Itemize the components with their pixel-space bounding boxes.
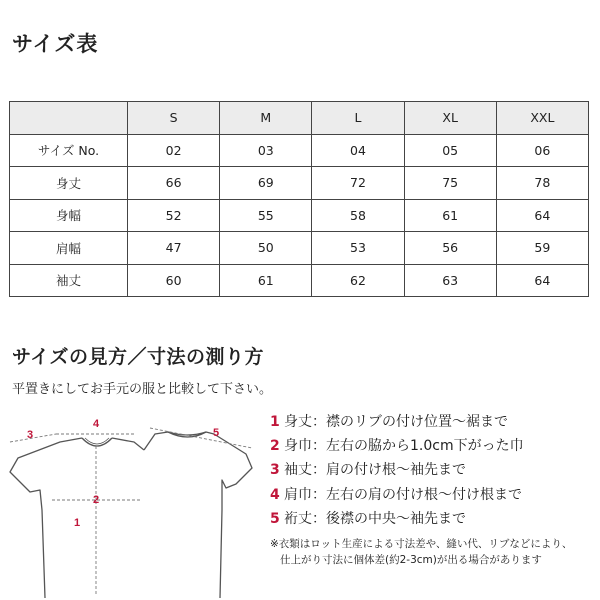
table-cell: 04 bbox=[312, 134, 404, 167]
legend-item bbox=[270, 458, 524, 482]
table-cell: 59 bbox=[496, 232, 588, 265]
table-cell: 61 bbox=[404, 199, 496, 232]
measure-label-2: 2 bbox=[92, 494, 100, 506]
legend-text: 身丈：襟のリブの付け位置〜裾まで bbox=[284, 414, 508, 430]
legend-item bbox=[270, 483, 524, 507]
measure-label-4: 4 bbox=[92, 418, 100, 430]
legend-text: 裄丈：後襟の中央〜袖先まで bbox=[284, 510, 466, 527]
table-cell: 64 bbox=[496, 264, 588, 297]
table-cell: 78 bbox=[496, 167, 588, 200]
legend-number: 3 bbox=[270, 462, 280, 479]
table-header-row bbox=[10, 102, 589, 135]
row-header: 袖丈 bbox=[10, 264, 128, 297]
table-cell: 50 bbox=[220, 232, 312, 265]
table-cell: 05 bbox=[404, 134, 496, 167]
legend-text: 肩巾：左右の肩の付け根〜付け根まで bbox=[284, 486, 522, 503]
table-row bbox=[10, 232, 589, 265]
legend-number: 1 bbox=[270, 414, 280, 430]
table-cell: 47 bbox=[128, 232, 220, 265]
row-header: 身幅 bbox=[10, 199, 128, 232]
table-cell: 52 bbox=[128, 199, 220, 232]
table-row bbox=[10, 199, 589, 232]
legend-item bbox=[270, 507, 524, 531]
measure-label-3: 3 bbox=[26, 429, 34, 441]
table-cell: 62 bbox=[312, 264, 404, 297]
column-header: XL bbox=[404, 102, 496, 135]
table-cell: 63 bbox=[404, 264, 496, 297]
legend-text: 身巾：左右の脇から1.0cm下がった巾 bbox=[284, 438, 524, 455]
legend-number: 5 bbox=[270, 510, 280, 527]
table-cell: 75 bbox=[404, 167, 496, 200]
table-row bbox=[10, 167, 589, 200]
tshirt-back-outline bbox=[144, 432, 252, 598]
measure-label-1: 1 bbox=[73, 517, 81, 529]
table-cell: 55 bbox=[220, 199, 312, 232]
legend-item bbox=[270, 410, 524, 434]
column-header: S bbox=[128, 102, 220, 135]
row-header: 肩幅 bbox=[10, 232, 128, 265]
size-table bbox=[9, 101, 589, 297]
legend-text: 袖丈：肩の付け根〜袖先まで bbox=[284, 462, 466, 479]
disclaimer-note bbox=[270, 536, 572, 568]
measure-lines bbox=[10, 428, 252, 594]
table-cell: 60 bbox=[128, 264, 220, 297]
table-cell: 53 bbox=[312, 232, 404, 265]
legend-number: 4 bbox=[270, 486, 280, 503]
measure-label-5: 5 bbox=[212, 427, 220, 439]
measurement-legend bbox=[270, 410, 524, 531]
howto-title: サイズの見方／寸法の測り方 bbox=[12, 346, 264, 368]
table-cell: 66 bbox=[128, 167, 220, 200]
note-line-2: 仕上がり寸法に個体差(約2-3cm)が出る場合があります bbox=[280, 554, 542, 566]
table-cell: 03 bbox=[220, 134, 312, 167]
column-header: XXL bbox=[496, 102, 588, 135]
table-row bbox=[10, 134, 589, 167]
row-header: サイズ No. bbox=[10, 134, 128, 167]
note-line-1: ※衣類はロット生産による寸法差や、縫い代、リブなどにより、 bbox=[270, 538, 573, 550]
howto-intro: 平置きにしてお手元の服と比較して下さい。 bbox=[12, 382, 273, 397]
table-cell: 58 bbox=[312, 199, 404, 232]
table-cell: 69 bbox=[220, 167, 312, 200]
table-cell: 06 bbox=[496, 134, 588, 167]
table-corner-cell bbox=[10, 102, 128, 135]
legend-item bbox=[270, 434, 524, 458]
table-cell: 56 bbox=[404, 232, 496, 265]
table-cell: 02 bbox=[128, 134, 220, 167]
row-header: 身丈 bbox=[10, 167, 128, 200]
page-title: サイズ表 bbox=[12, 32, 99, 56]
table-cell: 72 bbox=[312, 167, 404, 200]
table-cell: 61 bbox=[220, 264, 312, 297]
legend-number: 2 bbox=[270, 438, 280, 455]
table-row bbox=[10, 264, 589, 297]
column-header: L bbox=[312, 102, 404, 135]
column-header: M bbox=[220, 102, 312, 135]
tshirt-diagram bbox=[0, 410, 262, 600]
table-cell: 64 bbox=[496, 199, 588, 232]
